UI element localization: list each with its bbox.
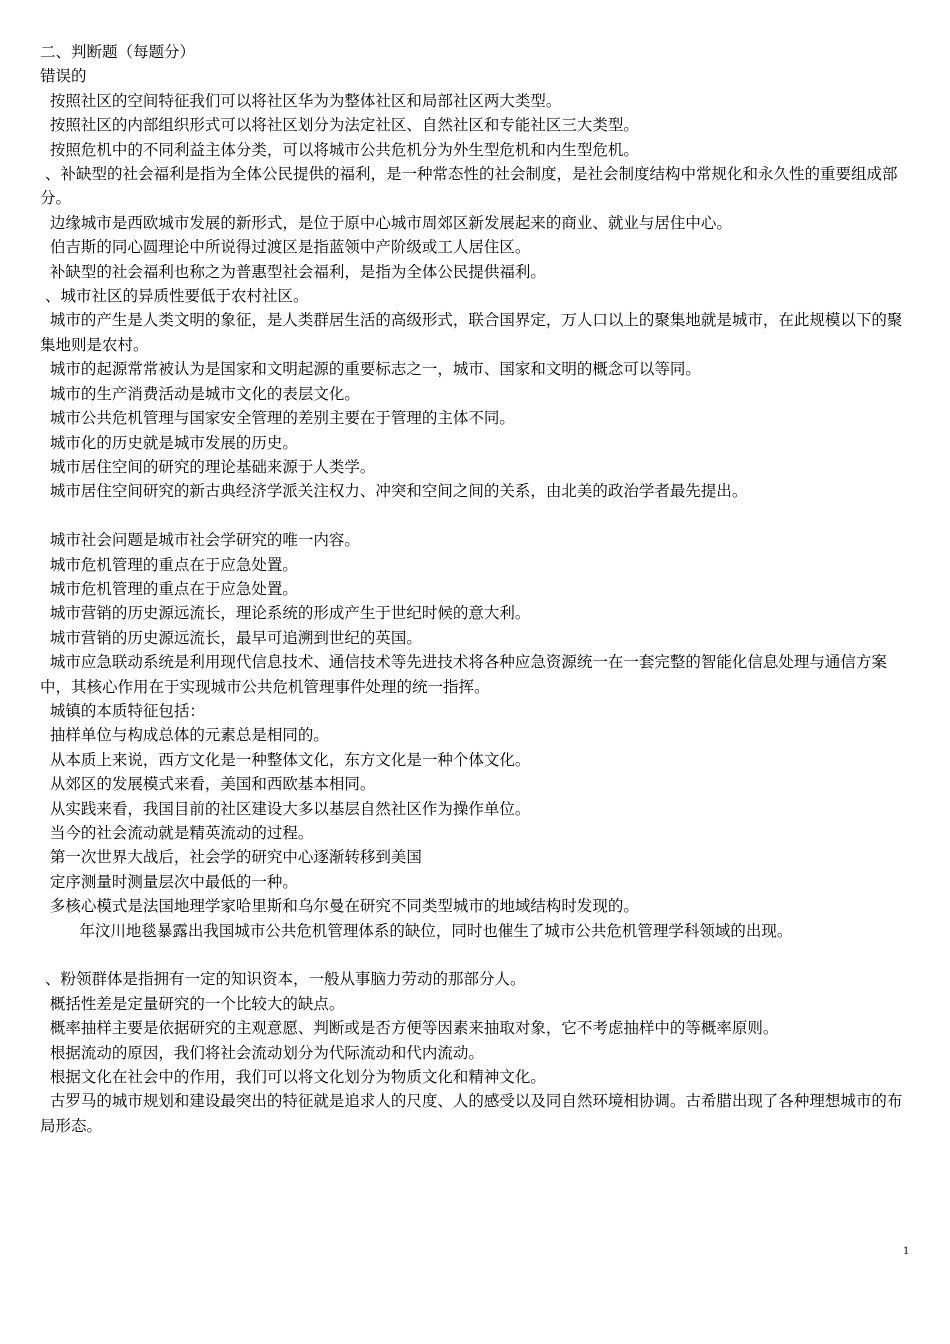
statement-line: 、城市社区的异质性要低于农村社区。 [40, 287, 309, 306]
statement-line: 城市应急联动系统是利用现代信息技术、通信技术等先进技术将各种应急资源统一在一套完整的智能化信息处理与通信方案中，其核心作用在于实现城市公共危机管理事件处理的统一指挥。 [40, 653, 887, 696]
statement-line: 定序测量时测量层次中最低的一种。 [40, 872, 298, 891]
section-subheading: 错误的 [40, 67, 87, 86]
statement-line: 城市营销的历史源远流长，理论系统的形成产生于世纪时候的意大利。 [40, 604, 531, 623]
statement-line: 古罗马的城市规划和建设最突出的特征就是追求人的尺度、人的感受以及同自然环境相协调。古希腊出现了各种理想城市的布局形态。 [40, 1092, 903, 1135]
statement-line: 边缘城市是西欧城市发展的新形式，是位于原中心城市周郊区新发展起来的商业、就业与居住中心。 [40, 213, 732, 232]
statement-line: 城市居住空间的研究的理论基础来源于人类学。 [40, 457, 376, 476]
statement-line: 城镇的本质特征包括： [40, 701, 205, 720]
statement-line: 年汶川地毯暴露出我国城市公共危机管理体系的缺位，同时也催生了城市公共危机管理学科领域的出现。 [40, 921, 793, 940]
statement-line: 按照社区的内部组织形式可以将社区划分为法定社区、自然社区和专能社区三大类型。 [40, 116, 639, 135]
statement-line: 概括性差是定量研究的一个比较大的缺点。 [40, 994, 345, 1013]
statement-line: 从实践来看，我国目前的社区建设大多以基层自然社区作为操作单位。 [40, 799, 531, 818]
section-heading: 二、判断题（每题分） [40, 43, 196, 61]
statement-line: 当今的社会流动就是精英流动的过程。 [40, 823, 314, 842]
statement-line: 、补缺型的社会福利是指为全体公民提供的福利，是一种常态性的社会制度，是社会制度结构中常规化和永久性的重要组成部分。 [40, 165, 898, 208]
statement-line: 城市的产生是人类文明的象征，是人类群居生活的高级形式，联合国界定，万人口以上的聚集地就是城市，在此规模以下的聚集地则是农村。 [40, 311, 903, 354]
statement-line: 补缺型的社会福利也称之为普惠型社会福利，是指为全体公民提供福利。 [40, 262, 546, 281]
statement-list [40, 89, 906, 1138]
statement-line: 多核心模式是法国地理学家哈里斯和乌尔曼在研究不同类型城市的地域结构时发现的。 [40, 897, 639, 916]
statement-line: 城市营销的历史源远流长，最早可追溯到世纪的英国。 [40, 628, 422, 647]
statement-line: 按照危机中的不同利益主体分类，可以将城市公共危机分为外生型危机和内生型危机。 [40, 140, 639, 159]
statement-line: 城市公共危机管理与国家安全管理的差别主要在于管理的主体不同。 [40, 409, 515, 428]
document-body [40, 40, 906, 1138]
statement-line: 、粉领群体是指拥有一定的知识资本，一般从事脑力劳动的那部分人。 [40, 970, 526, 989]
statement-line: 第一次世界大战后，社会学的研究中心逐渐转移到美国 [40, 848, 422, 867]
statement-line: 根据文化在社会中的作用，我们可以将文化划分为物质文化和精神文化。 [40, 1068, 546, 1087]
statement-line [40, 943, 906, 967]
statement-line: 城市的生产消费活动是城市文化的表层文化。 [40, 384, 360, 403]
statement-line: 城市居住空间研究的新古典经济学派关注权力、冲突和空间之间的关系，由北美的政治学者最先提出。 [40, 482, 748, 501]
statement-line: 概率抽样主要是依据研究的主观意愿、判断或是否方便等因素来抽取对象，它不考虑抽样中的等概率原则。 [40, 1019, 779, 1038]
statement-line: 城市危机管理的重点在于应急处置。 [40, 579, 298, 598]
statement-line: 按照社区的空间特征我们可以将社区华为为整体社区和局部社区两大类型。 [40, 91, 562, 110]
statement-line: 从郊区的发展模式来看，美国和西欧基本相同。 [40, 775, 376, 794]
statement-line: 根据流动的原因，我们将社会流动划分为代际流动和代内流动。 [40, 1043, 484, 1062]
statement-line: 从本质上来说，西方文化是一种整体文化，东方文化是一种个体文化。 [40, 750, 531, 769]
statement-line: 城市的起源常常被认为是国家和文明起源的重要标志之一，城市、国家和文明的概念可以等同。 [40, 360, 701, 379]
statement-line: 城市社会问题是城市社会学研究的唯一内容。 [40, 531, 360, 550]
statement-line: 伯吉斯的同心圆理论中所说得过渡区是指蓝领中产阶级或工人居住区。 [40, 238, 531, 257]
statement-line: 城市化的历史就是城市发展的历史。 [40, 433, 298, 452]
page-number: 1 [903, 1246, 910, 1257]
statement-line [40, 504, 906, 528]
statement-line: 城市危机管理的重点在于应急处置。 [40, 555, 298, 574]
statement-line: 抽样单位与构成总体的元素总是相同的。 [40, 726, 329, 745]
